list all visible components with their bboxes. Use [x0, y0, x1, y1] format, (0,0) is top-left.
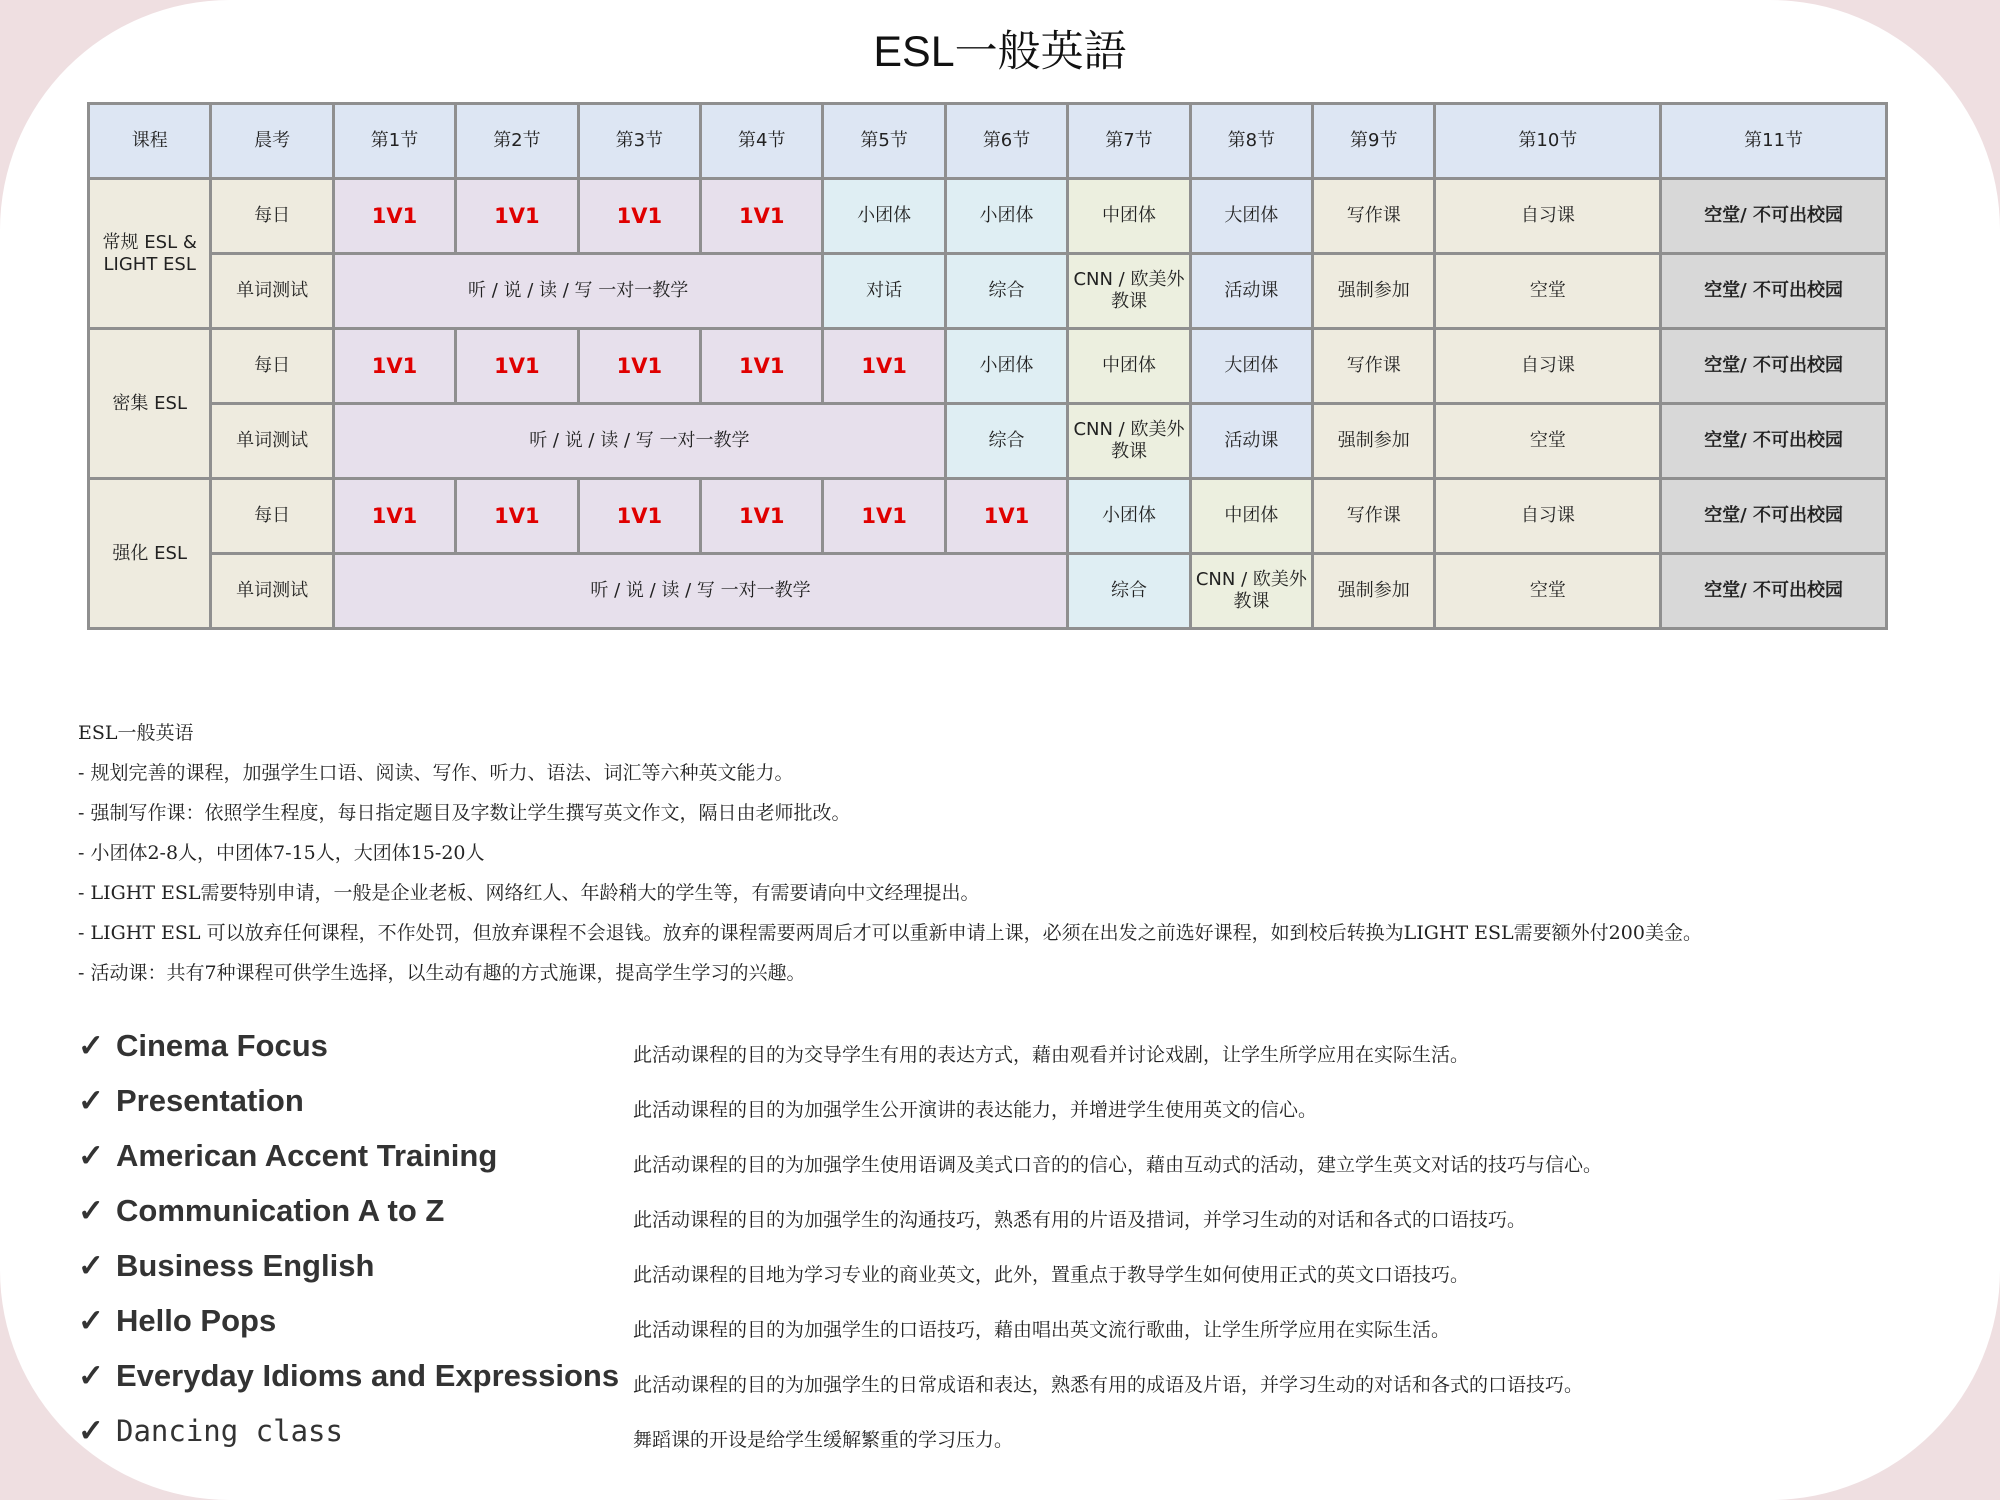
session-cell: 1V1	[945, 479, 1067, 554]
list-item	[78, 1413, 1918, 1468]
note-line: - 活动课：共有7种课程可供学生选择，以生动有趣的方式施课，提高学生学习的兴趣。	[78, 962, 806, 984]
header-cell: 第5节	[823, 104, 945, 179]
morning-test-cell: 单词测试	[211, 404, 333, 479]
activity-description: 此活动课程的目的为交导学生有用的表达方式，藉由观看并讨论戏剧，让学生所学应用在实际生活。	[633, 1044, 1470, 1066]
activity-list	[78, 1028, 1918, 1468]
activity-name	[78, 1083, 304, 1119]
session-cell: 小团体	[945, 329, 1067, 404]
morning-test-cell: 单词测试	[211, 254, 333, 329]
table-row	[89, 554, 1887, 629]
table-row	[89, 254, 1887, 329]
session-cell: CNN / 欧美外教课	[1190, 554, 1312, 629]
schedule-table	[87, 102, 1888, 630]
session-cell: 对话	[823, 254, 945, 329]
session-cell: 1V1	[701, 179, 823, 254]
activity-title: Cinema Focus	[116, 1028, 328, 1063]
session-cell: 空堂	[1435, 404, 1661, 479]
session-cell: 1V1	[333, 179, 455, 254]
session-cell: 活动课	[1190, 404, 1312, 479]
header-cell: 第7节	[1068, 104, 1190, 179]
activity-description: 此活动课程的目的为加强学生的沟通技巧，熟悉有用的片语及措词，并学习生动的对话和各式的口语技巧。	[633, 1209, 1527, 1231]
session-cell: 空堂/ 不可出校园	[1661, 479, 1887, 554]
session-cell: 1V1	[701, 479, 823, 554]
table-row	[89, 179, 1887, 254]
session-cell: 写作课	[1313, 479, 1435, 554]
note-line: - 小团体2-8人，中团体7-15人，大团体15-20人	[78, 842, 485, 864]
activity-title: Business English	[116, 1248, 375, 1283]
session-cell: 综合	[945, 254, 1067, 329]
session-cell: 空堂/ 不可出校园	[1661, 329, 1887, 404]
session-cell: 中团体	[1190, 479, 1312, 554]
activity-title: Hello Pops	[116, 1303, 277, 1338]
morning-test-cell: 单词测试	[211, 554, 333, 629]
session-cell: 大团体	[1190, 329, 1312, 404]
session-cell: 1V1	[456, 479, 578, 554]
course-name: 强化 ESL	[112, 542, 187, 564]
session-cell: 空堂/ 不可出校园	[1661, 554, 1887, 629]
header-cell: 第8节	[1190, 104, 1312, 179]
activity-description: 此活动课程的目的为加强学生的日常成语和表达，熟悉有用的成语及片语，并学习生动的对话和各式的口语技巧。	[633, 1374, 1584, 1396]
header-cell: 第1节	[333, 104, 455, 179]
session-cell: 1V1	[823, 479, 945, 554]
activity-title: American Accent Training	[116, 1138, 498, 1173]
morning-test-cell: 每日	[211, 479, 333, 554]
activity-description: 此活动课程的目地为学习专业的商业英文，此外，置重点于教导学生如何使用正式的英文口语技巧。	[633, 1264, 1470, 1286]
list-item	[78, 1083, 1918, 1138]
list-item	[78, 1248, 1918, 1303]
notes-section	[78, 713, 1898, 993]
session-cell: 自习课	[1435, 179, 1661, 254]
session-cell: 1V1	[333, 479, 455, 554]
header-cell: 第6节	[945, 104, 1067, 179]
activity-description: 此活动课程的目的为加强学生公开演讲的表达能力，并增进学生使用英文的信心。	[633, 1099, 1318, 1121]
session-cell: 综合	[945, 404, 1067, 479]
activity-name	[78, 1193, 444, 1229]
session-cell: 空堂/ 不可出校园	[1661, 179, 1887, 254]
activity-name	[78, 1413, 343, 1449]
activity-description: 舞蹈课的开设是给学生缓解繁重的学习压力。	[633, 1429, 1014, 1451]
activity-name	[78, 1358, 619, 1394]
session-cell: 听 / 说 / 读 / 写 一对一教学	[333, 254, 823, 329]
session-cell: 1V1	[456, 179, 578, 254]
session-cell: 1V1	[701, 329, 823, 404]
course-name: 密集 ESL	[112, 392, 187, 414]
note-line: - 强制写作课：依照学生程度，每日指定题目及字数让学生撰写英文作文，隔日由老师批改。	[78, 802, 851, 824]
list-item	[78, 1303, 1918, 1358]
header-cell: 第11节	[1661, 104, 1887, 179]
header-cell: 第10节	[1435, 104, 1661, 179]
list-item	[78, 1193, 1918, 1248]
session-cell: 空堂	[1435, 554, 1661, 629]
list-item	[78, 1358, 1918, 1413]
check-icon: ✓	[78, 1303, 104, 1338]
session-cell: 小团体	[823, 179, 945, 254]
session-cell: 空堂	[1435, 254, 1661, 329]
activity-description: 此活动课程的目的为加强学生使用语调及美式口音的的信心，藉由互动式的活动，建立学生英文对话的技巧与信心。	[633, 1154, 1603, 1176]
check-icon: ✓	[78, 1358, 104, 1393]
session-cell: CNN / 欧美外教课	[1068, 254, 1190, 329]
session-cell: 小团体	[1068, 479, 1190, 554]
check-icon: ✓	[78, 1248, 104, 1283]
session-cell: 听 / 说 / 读 / 写 一对一教学	[333, 404, 945, 479]
session-cell: CNN / 欧美外教课	[1068, 404, 1190, 479]
table-row	[89, 479, 1887, 554]
table-row	[89, 329, 1887, 404]
check-icon: ✓	[78, 1083, 104, 1118]
session-cell: 中团体	[1068, 329, 1190, 404]
session-cell: 写作课	[1313, 329, 1435, 404]
activity-name	[78, 1248, 374, 1284]
course-name: 常规 ESL & LIGHT ESL	[102, 231, 197, 275]
session-cell: 中团体	[1068, 179, 1190, 254]
check-icon: ✓	[78, 1138, 104, 1173]
activity-description: 此活动课程的目的为加强学生的口语技巧，藉由唱出英文流行歌曲，让学生所学应用在实际生活。	[633, 1319, 1451, 1341]
header-cell: 第9节	[1313, 104, 1435, 179]
session-cell: 1V1	[823, 329, 945, 404]
session-cell: 大团体	[1190, 179, 1312, 254]
table-header-row	[89, 104, 1887, 179]
session-cell: 自习课	[1435, 479, 1661, 554]
note-line: - LIGHT ESL需要特别申请，一般是企业老板、网络红人、年龄稍大的学生等，有需要请向中文经理提出。	[78, 882, 980, 904]
check-icon: ✓	[78, 1028, 104, 1063]
table-row	[89, 404, 1887, 479]
course-name-cell	[89, 179, 211, 329]
activity-name	[78, 1303, 276, 1339]
header-cell: 第4节	[701, 104, 823, 179]
activity-title: Dancing class	[116, 1414, 343, 1448]
session-cell: 自习课	[1435, 329, 1661, 404]
session-cell: 活动课	[1190, 254, 1312, 329]
activity-name	[78, 1138, 497, 1174]
session-cell: 强制参加	[1313, 404, 1435, 479]
check-icon: ✓	[78, 1413, 104, 1448]
notes-heading: ESL一般英语	[78, 722, 194, 744]
activity-title: Presentation	[116, 1083, 304, 1118]
list-item	[78, 1138, 1918, 1193]
session-cell: 强制参加	[1313, 254, 1435, 329]
session-cell: 综合	[1068, 554, 1190, 629]
note-line: - LIGHT ESL 可以放弃任何课程，不作处罚，但放弃课程不会退钱。放弃的课程需要两周后才可以重新申请上课，必须在出发之前选好课程，如到校后转换为LIGHT ESL需要额外付200美金。	[78, 922, 1702, 944]
activity-name	[78, 1028, 328, 1064]
header-cell: 第3节	[578, 104, 700, 179]
session-cell: 1V1	[456, 329, 578, 404]
session-cell: 1V1	[578, 479, 700, 554]
header-cell: 晨考	[211, 104, 333, 179]
activity-title: Everyday Idioms and Expressions	[116, 1358, 620, 1393]
session-cell: 小团体	[945, 179, 1067, 254]
session-cell: 强制参加	[1313, 554, 1435, 629]
session-cell: 听 / 说 / 读 / 写 一对一教学	[333, 554, 1067, 629]
session-cell: 1V1	[578, 179, 700, 254]
list-item	[78, 1028, 1918, 1083]
course-name-cell	[89, 329, 211, 479]
session-cell: 空堂/ 不可出校园	[1661, 254, 1887, 329]
header-cell: 第2节	[456, 104, 578, 179]
morning-test-cell: 每日	[211, 179, 333, 254]
session-cell: 1V1	[578, 329, 700, 404]
session-cell: 写作课	[1313, 179, 1435, 254]
course-name-cell	[89, 479, 211, 629]
header-cell: 课程	[89, 104, 211, 179]
check-icon: ✓	[78, 1193, 104, 1228]
page-title: ESL一般英語	[873, 28, 1127, 76]
activity-title: Communication A to Z	[116, 1193, 445, 1228]
note-line: - 规划完善的课程，加强学生口语、阅读、写作、听力、语法、词汇等六种英文能力。	[78, 762, 794, 784]
session-cell: 1V1	[333, 329, 455, 404]
session-cell: 空堂/ 不可出校园	[1661, 404, 1887, 479]
morning-test-cell: 每日	[211, 329, 333, 404]
